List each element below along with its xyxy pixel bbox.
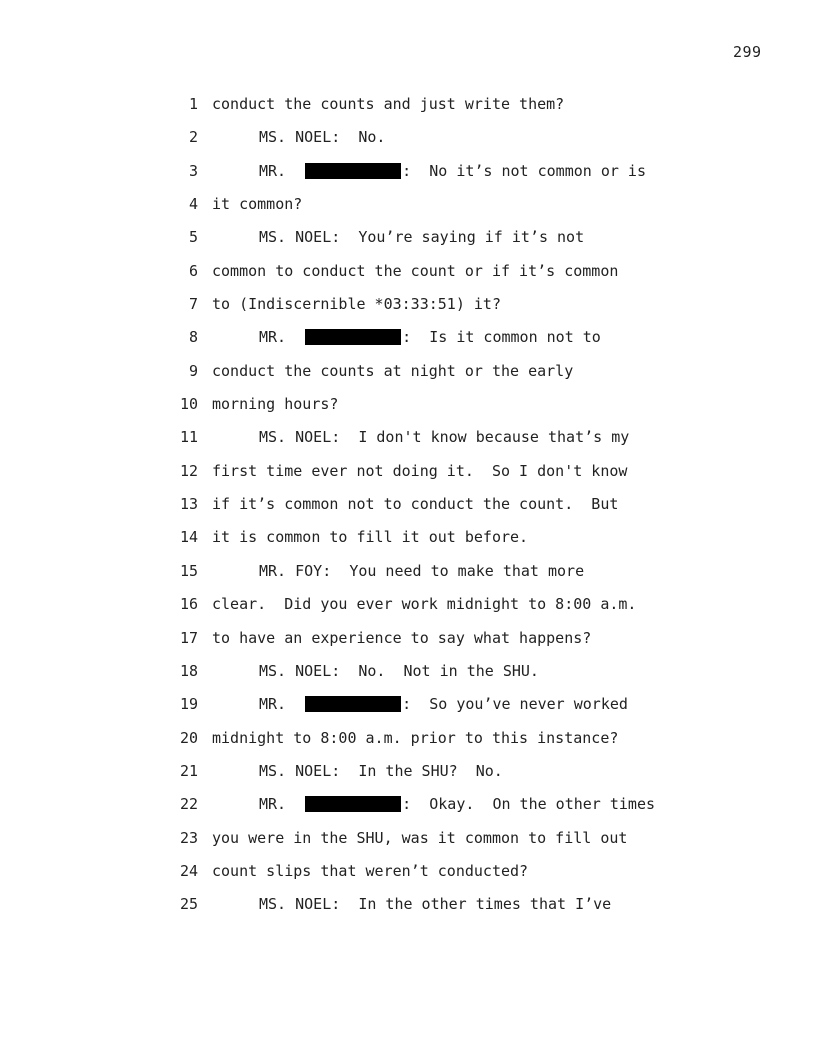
line-text [212, 161, 646, 181]
line-number: 20 [179, 728, 198, 747]
transcript-line [0, 261, 816, 294]
line-content: to (Indiscernible *03:33:51) it? [212, 295, 501, 314]
transcript-line [0, 361, 816, 394]
line-number: 5 [188, 228, 198, 247]
line-content: conduct the counts at night or the early [212, 361, 574, 380]
line-content: So you’ve never worked [429, 695, 628, 714]
transcript-line [0, 327, 816, 360]
speaker-label: MR. [259, 328, 287, 347]
transcript-line [0, 427, 816, 460]
line-number: 15 [179, 561, 198, 580]
line-number: 12 [179, 461, 198, 480]
line-number: 24 [179, 861, 198, 880]
line-text [212, 661, 539, 681]
line-text [212, 294, 501, 314]
transcript-body [0, 94, 816, 928]
line-text [212, 894, 611, 914]
line-content: first time ever not doing it. So I don't know [212, 461, 628, 480]
line-number: 2 [188, 128, 198, 147]
transcript-line [0, 227, 816, 260]
line-number: 9 [188, 361, 198, 380]
line-text [212, 828, 627, 848]
line-content: it common? [212, 195, 303, 214]
line-number: 25 [179, 895, 198, 914]
line-number: 8 [188, 328, 198, 347]
transcript-line [0, 794, 816, 827]
transcript-line [0, 694, 816, 727]
line-content: if it’s common not to conduct the count. But [212, 495, 619, 514]
line-content: In the SHU? No. [358, 761, 503, 780]
speaker-label: MR. [259, 161, 287, 180]
transcript-line [0, 494, 816, 527]
transcript-line [0, 561, 816, 594]
line-text [212, 694, 628, 714]
line-content: No. [358, 128, 386, 147]
line-text [212, 494, 618, 514]
line-number: 16 [179, 595, 198, 614]
redaction-box [305, 696, 401, 712]
transcript-line [0, 894, 816, 927]
line-content: I don't know because that’s my [358, 428, 630, 447]
line-content: You’re saying if it’s not [358, 228, 585, 247]
line-text [212, 194, 302, 214]
line-text [212, 427, 629, 447]
line-text [212, 527, 528, 547]
line-content: count slips that weren’t conducted? [212, 861, 529, 880]
line-number: 18 [179, 661, 198, 680]
speaker-label: MS. NOEL: [259, 661, 341, 680]
page-number: 299 [733, 43, 762, 61]
line-text [212, 761, 503, 781]
transcript-line [0, 527, 816, 560]
line-content: No. Not in the SHU. [358, 661, 539, 680]
line-text [212, 728, 618, 748]
line-text [212, 628, 591, 648]
line-text [212, 261, 618, 281]
transcript-line [0, 628, 816, 661]
line-text [212, 594, 636, 614]
line-number: 17 [179, 628, 198, 647]
line-number: 3 [188, 161, 198, 180]
speaker-colon: : [402, 795, 412, 814]
speaker-colon: : [402, 328, 412, 347]
speaker-label: MR. FOY: [259, 561, 332, 580]
line-content: morning hours? [212, 395, 339, 414]
line-text [212, 361, 573, 381]
line-text [212, 794, 655, 814]
line-number: 10 [179, 395, 198, 414]
transcript-line [0, 127, 816, 160]
line-content: No it’s not common or is [429, 161, 646, 180]
line-text [212, 94, 564, 114]
transcript-line [0, 661, 816, 694]
line-number: 6 [188, 261, 198, 280]
line-number: 21 [179, 761, 198, 780]
line-content: In the other times that I’ve [358, 895, 612, 914]
line-content: Is it common not to [429, 328, 601, 347]
transcript-line [0, 761, 816, 794]
line-content: You need to make that more [349, 561, 585, 580]
line-number: 7 [188, 295, 198, 314]
speaker-label: MR. [259, 795, 287, 814]
speaker-label: MS. NOEL: [259, 128, 341, 147]
line-content: you were in the SHU, was it common to fill out [212, 828, 628, 847]
line-text [212, 461, 627, 481]
line-number: 19 [179, 695, 198, 714]
transcript-line [0, 161, 816, 194]
line-number: 11 [179, 428, 198, 447]
redaction-box [305, 329, 401, 345]
redaction-box [305, 796, 401, 812]
speaker-label: MS. NOEL: [259, 761, 341, 780]
speaker-colon: : [402, 695, 412, 714]
line-text [212, 127, 385, 147]
speaker-label: MS. NOEL: [259, 428, 341, 447]
line-content: midnight to 8:00 a.m. prior to this instance? [212, 728, 619, 747]
line-content: Okay. On the other times [429, 795, 656, 814]
line-number: 23 [179, 828, 198, 847]
speaker-label: MS. NOEL: [259, 228, 341, 247]
line-text [212, 561, 584, 581]
line-content: it is common to fill it out before. [212, 528, 529, 547]
speaker-label: MR. [259, 695, 287, 714]
line-number: 22 [179, 795, 198, 814]
redaction-box [305, 163, 401, 179]
transcript-line [0, 594, 816, 627]
line-number: 1 [188, 95, 198, 113]
transcript-line [0, 828, 816, 861]
speaker-label: MS. NOEL: [259, 895, 341, 914]
line-content: common to conduct the count or if it’s common [212, 261, 619, 280]
transcript-line [0, 294, 816, 327]
line-content: to have an experience to say what happens? [212, 628, 592, 647]
line-text [212, 394, 338, 414]
line-text [212, 861, 528, 881]
line-number: 14 [179, 528, 198, 547]
transcript-line [0, 461, 816, 494]
transcript-line [0, 394, 816, 427]
line-number: 13 [179, 495, 198, 514]
transcript-line [0, 194, 816, 227]
transcript-line [0, 94, 816, 127]
speaker-colon: : [402, 161, 412, 180]
line-content: conduct the counts and just write them? [212, 95, 565, 113]
line-text [212, 227, 584, 247]
line-number: 4 [188, 195, 198, 214]
line-content: clear. Did you ever work midnight to 8:00 a.m. [212, 595, 637, 614]
line-text [212, 327, 601, 347]
transcript-line [0, 728, 816, 761]
transcript-line [0, 861, 816, 894]
